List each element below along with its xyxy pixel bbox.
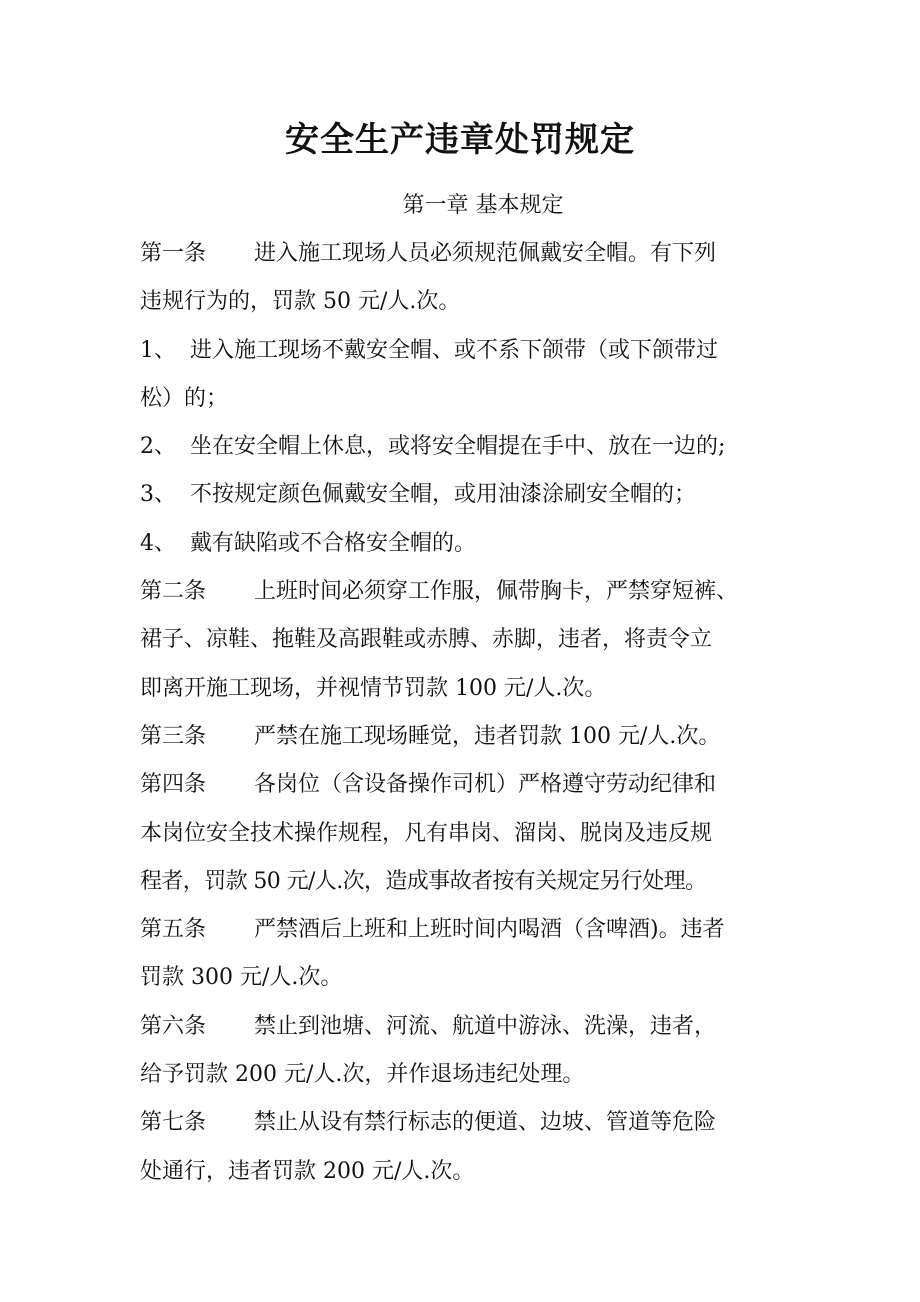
text-line xyxy=(140,1003,788,1051)
text-line xyxy=(140,810,788,858)
line-text: 程者，罚款 50 元/人.次，造成事故者按有关规定另行处理。 xyxy=(140,868,707,894)
line-text: 违规行为的，罚款 50 元/人.次。 xyxy=(140,289,461,315)
line-text: 坐在安全帽上休息，或将安全帽提在手中、放在一边的; xyxy=(190,434,726,460)
line-text: 松）的； xyxy=(140,385,229,411)
text-line xyxy=(140,616,788,664)
item-number: 1、 xyxy=(140,337,176,363)
line-text: 裙子、凉鞋、拖鞋及高跟鞋或赤膊、赤脚，违者，将责令立 xyxy=(140,627,713,653)
line-text: 各岗位（含设备操作司机）严格遵守劳动纪律和 xyxy=(254,772,717,798)
text-line xyxy=(140,520,788,568)
line-text: 不按规定颜色佩戴安全帽，或用油漆涂刷安全帽的； xyxy=(190,482,697,508)
article-label: 第四条 xyxy=(140,772,207,798)
text-line xyxy=(140,568,788,616)
text-line xyxy=(140,713,788,761)
text-line xyxy=(140,278,788,326)
line-text: 罚款 300 元/人.次。 xyxy=(140,965,343,991)
line-text: 禁止从设有禁行标志的便道、边坡、管道等危险 xyxy=(254,1110,717,1136)
line-text: 本岗位安全技术操作规程，凡有串岗、溜岗、脱岗及违反规 xyxy=(140,820,713,846)
line-text: 戴有缺陷或不合格安全帽的。 xyxy=(190,530,477,556)
article-label: 第一条 xyxy=(140,241,207,266)
line-text: 上班时间必须穿工作服，佩带胸卡，严禁穿短裤、 xyxy=(254,579,739,605)
text-line xyxy=(140,1051,788,1099)
item-number: 3、 xyxy=(140,482,176,508)
line-text: 严禁在施工现场睡觉，违者罚款 100 元/人.次。 xyxy=(254,723,721,749)
text-line xyxy=(140,858,788,906)
text-line xyxy=(140,761,788,809)
text-line xyxy=(140,954,788,1002)
text-line xyxy=(140,665,788,713)
line-text: 进入施工现场不戴安全帽、或不系下颌带（或下颌带过 xyxy=(190,337,719,363)
text-line xyxy=(140,423,788,471)
line-text: 严禁酒后上班和上班时间内喝酒（含啤酒)。违者 xyxy=(254,917,725,943)
item-number: 2、 xyxy=(140,434,176,460)
article-label: 第二条 xyxy=(140,579,207,605)
text-line xyxy=(140,375,788,423)
text-line xyxy=(140,1099,788,1147)
article-label: 第五条 xyxy=(140,917,207,943)
text-line xyxy=(140,471,788,519)
text-line xyxy=(140,230,788,278)
line-text: 给予罚款 200 元/人.次，并作退场违纪处理。 xyxy=(140,1062,585,1088)
article-label: 第七条 xyxy=(140,1110,207,1136)
document-body xyxy=(140,230,788,1196)
document-title: 安全生产违章处罚规定 xyxy=(285,120,635,160)
text-line xyxy=(140,1148,788,1196)
line-text: 处通行，违者罚款 200 元/人.次。 xyxy=(140,1158,475,1184)
chapter-heading: 第一章 基本规定 xyxy=(402,193,564,218)
line-text: 禁止到池塘、河流、航道中游泳、洗澡，违者， xyxy=(254,1013,717,1039)
article-label: 第三条 xyxy=(140,723,207,749)
article-label: 第六条 xyxy=(140,1013,207,1039)
text-line xyxy=(140,327,788,375)
line-text: 进入施工现场人员必须规范佩戴安全帽。有下列 xyxy=(254,241,717,266)
text-line xyxy=(140,906,788,954)
item-number: 4、 xyxy=(140,530,176,556)
line-text: 即离开施工现场，并视情节罚款 100 元/人.次。 xyxy=(140,675,607,701)
